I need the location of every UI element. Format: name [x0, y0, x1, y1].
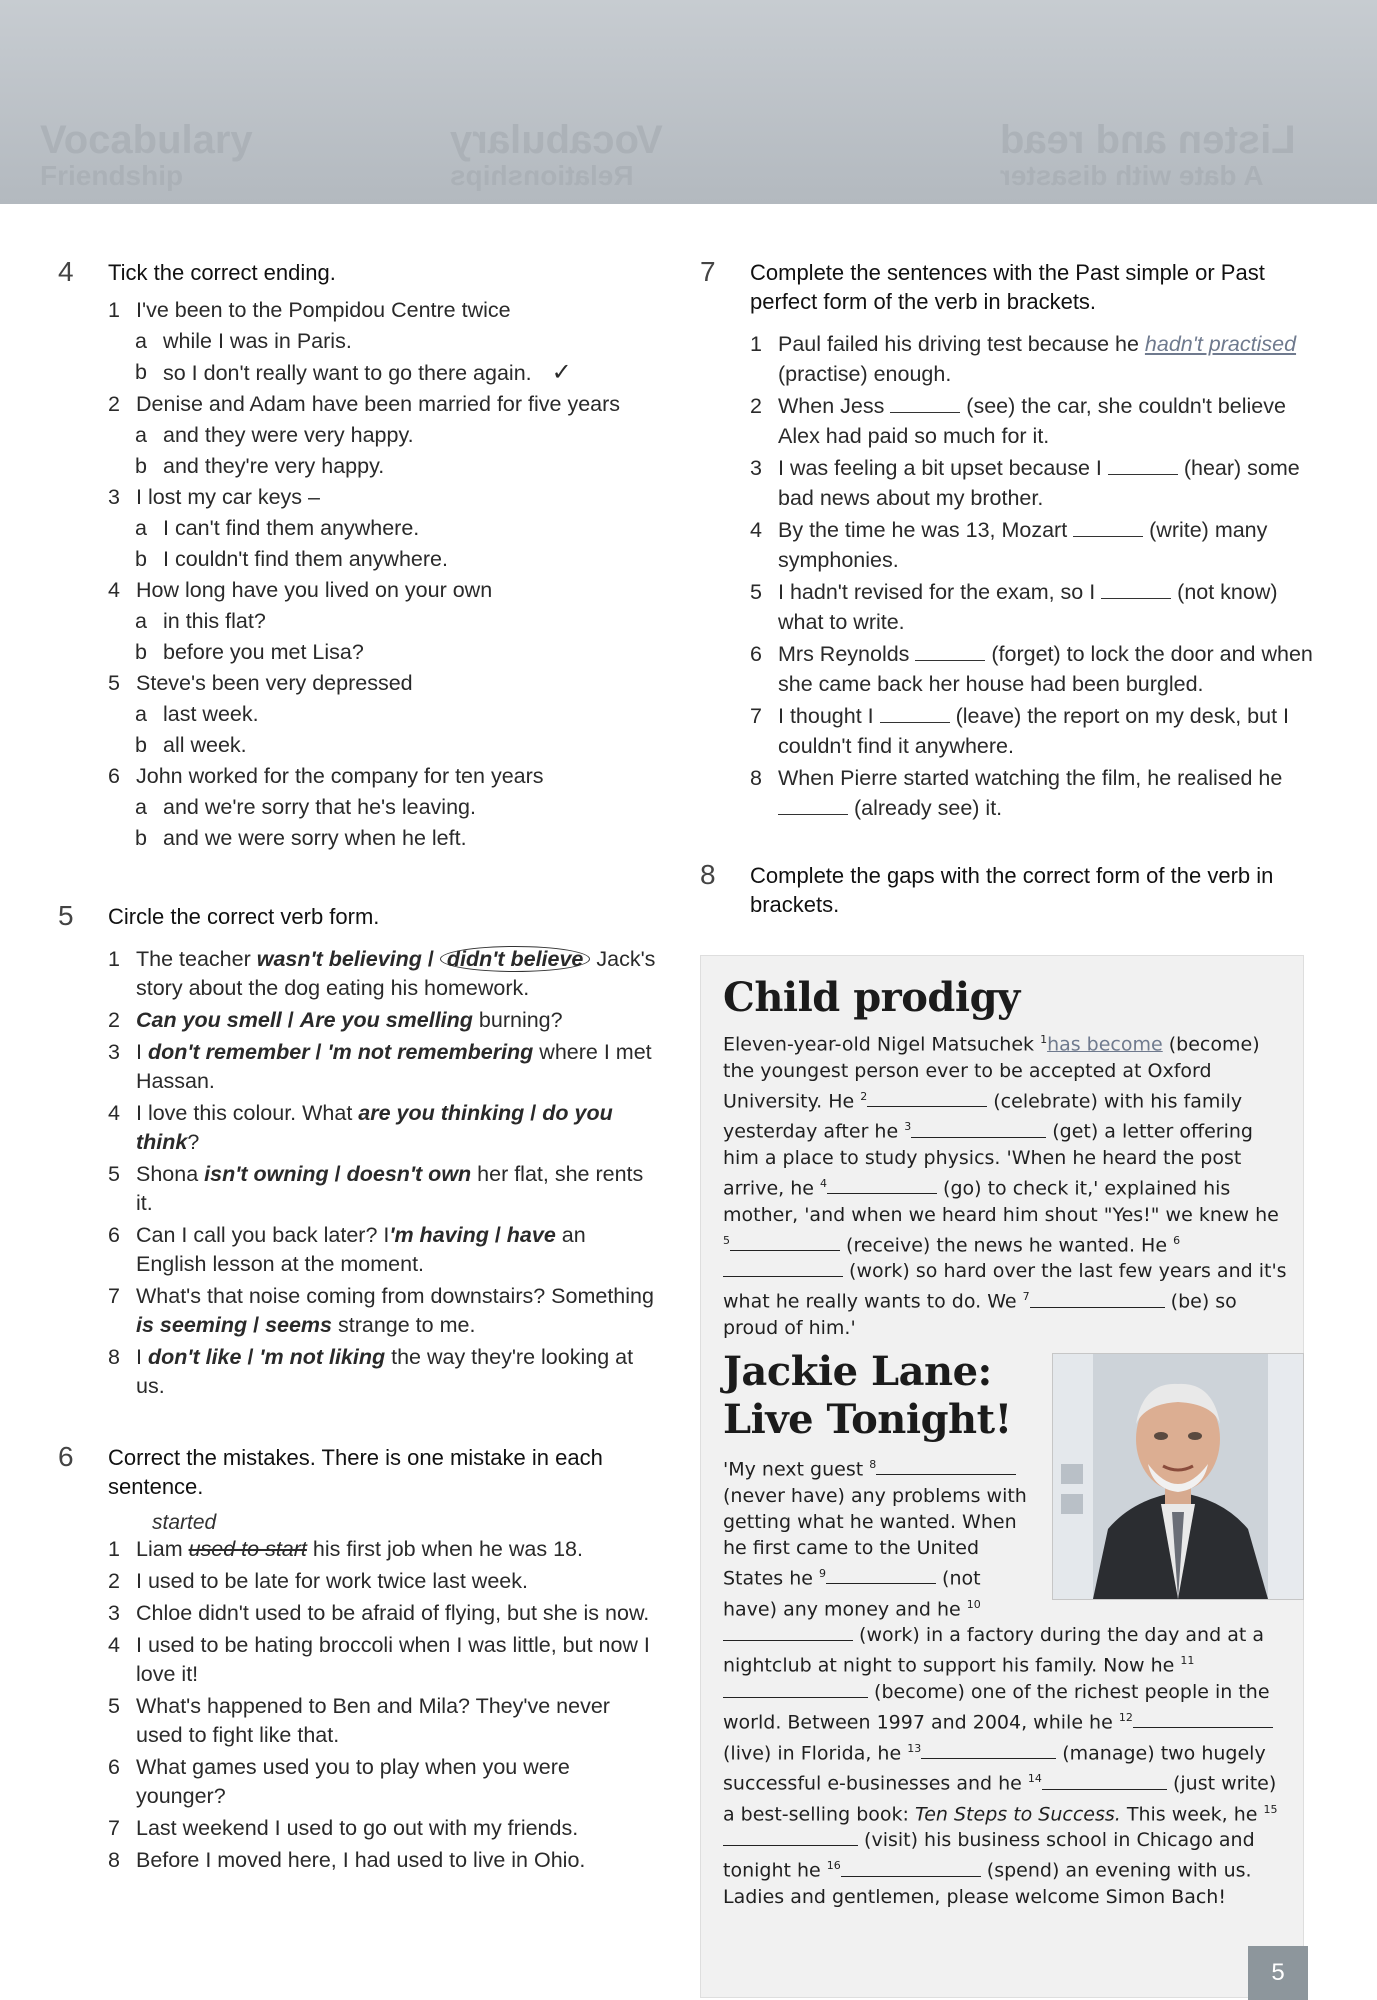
list-item — [750, 764, 1320, 823]
story-text: (be) so proud of him.' — [723, 1290, 1237, 1339]
exercise-4 — [58, 258, 658, 854]
list-item — [108, 1814, 658, 1843]
option-a — [108, 792, 658, 823]
option-text: and they were very happy. — [163, 423, 414, 447]
story-title: Live Tonight! — [723, 1396, 1012, 1443]
gap-number: 11 — [1180, 1654, 1195, 1668]
item-number: 4 — [108, 578, 120, 602]
item-number: 2 — [108, 392, 120, 416]
item-number: 4 — [750, 518, 762, 542]
answer-blank[interactable] — [841, 1859, 981, 1877]
answer-blank[interactable] — [1108, 455, 1178, 475]
struck-out-text: used to start — [188, 1537, 307, 1561]
answer-blank[interactable] — [890, 393, 960, 413]
answer-blank[interactable] — [723, 1680, 868, 1698]
story-text: This week, he — [1120, 1803, 1264, 1826]
item-text: Last weekend I used to go out with my friends. — [136, 1816, 579, 1840]
item-text: Chloe didn't used to be afraid of flying, but she is now. — [136, 1601, 650, 1625]
verb-option-2: doesn't own — [346, 1162, 472, 1186]
exercise-title: Complete the sentences with the Past simple or Past perfect form of the verb in brackets. — [750, 260, 1265, 314]
story-text: (receive) the news he wanted. He — [840, 1234, 1174, 1257]
option-a — [108, 606, 658, 637]
item-number: 5 — [108, 671, 120, 695]
check-icon: ✓ — [551, 359, 572, 386]
item-text: The teacher — [136, 947, 257, 971]
item-text: (already see) it. — [848, 795, 1003, 820]
story-child-prodigy — [723, 974, 1288, 1341]
item-text: Liam — [136, 1537, 189, 1561]
item-text: What's that noise coming from downstairs? Something — [136, 1284, 654, 1308]
gap-number: 6 — [1173, 1233, 1181, 1247]
option-a — [108, 513, 658, 544]
item-text: Mrs Reynolds — [778, 642, 916, 666]
item-number: 2 — [108, 1569, 120, 1593]
guest-photo — [1052, 1353, 1304, 1600]
item-number: 8 — [108, 1345, 120, 1369]
verb-option-2: seems — [265, 1313, 333, 1337]
item-text: Jack's story about the dog eating his homework. — [136, 947, 656, 1000]
list-item — [750, 516, 1320, 575]
ghost-subheading: Friendship — [40, 160, 184, 191]
option-text: so I don't really want to go there again. — [163, 361, 532, 385]
gap-number: 2 — [860, 1089, 868, 1103]
verb-option-1: isn't owning — [204, 1162, 329, 1186]
item-text: I — [136, 1345, 148, 1369]
item-number: 3 — [108, 1601, 120, 1625]
option-text: before you met Lisa? — [163, 640, 364, 664]
gap-number: 1 — [1040, 1033, 1048, 1046]
story-title: Jackie Lane: — [723, 1348, 992, 1395]
verb-option-2: 'm not liking — [259, 1345, 386, 1369]
item-text: strange to me. — [332, 1313, 476, 1337]
verb-option-2: 'm not remembering — [327, 1040, 534, 1064]
option-b — [108, 451, 658, 482]
answer-blank[interactable] — [867, 1089, 987, 1107]
item-number: 5 — [108, 1162, 120, 1186]
option-b — [108, 357, 658, 389]
story-text: (become) the youngest person ever to be accepted at Oxford University. He — [723, 1033, 1260, 1113]
verb-option-1: are you thinking — [358, 1101, 525, 1125]
item-text: the way they're looking at us. — [136, 1345, 634, 1398]
list-item — [108, 1006, 658, 1035]
option-a — [108, 420, 658, 451]
item-text: (hear) some bad news about my brother. — [778, 456, 1300, 510]
answer-blank[interactable] — [921, 1741, 1056, 1759]
list-item — [108, 1221, 658, 1279]
handwritten-answer: hadn't practised — [1144, 332, 1297, 356]
item-text: What games used you to play when you were younger? — [136, 1755, 570, 1808]
answer-blank[interactable] — [876, 1457, 1016, 1475]
list-item — [108, 1692, 658, 1750]
gap-number: 5 — [723, 1233, 730, 1247]
answer-blank[interactable] — [911, 1120, 1046, 1138]
story-text: (not have) any money and he — [723, 1567, 981, 1620]
handwritten-answer: has become — [1047, 1033, 1163, 1056]
story-text: (just write) a best-selling book: — [723, 1772, 1277, 1826]
option-letter: a — [135, 795, 147, 819]
option-text: I couldn't find them anywhere. — [163, 547, 448, 571]
answer-blank[interactable] — [723, 1623, 853, 1641]
story-text: (spend) an evening with us. Ladies and gentlemen, please welcome Simon Bach! — [723, 1859, 1252, 1908]
item-number: 1 — [108, 1537, 120, 1561]
list-item — [108, 1846, 658, 1875]
exercise-5 — [58, 902, 658, 1401]
item-number: 6 — [750, 642, 762, 666]
list-item — [108, 1343, 658, 1401]
item-number: 7 — [108, 1284, 120, 1308]
item-number: 2 — [108, 1008, 120, 1032]
verb-option-2: have — [506, 1223, 556, 1247]
answer-blank[interactable] — [915, 641, 985, 661]
item-text: Steve's been very depressed — [136, 671, 413, 695]
option-separator: / — [488, 1223, 507, 1247]
item-text: I've been to the Pompidou Centre twice — [136, 298, 511, 322]
exercise-number: 5 — [58, 900, 74, 931]
item-number: 8 — [108, 1848, 120, 1872]
item-text: Denise and Adam have been married for five years — [136, 392, 621, 416]
answer-blank[interactable] — [880, 703, 950, 723]
option-letter: a — [135, 516, 147, 540]
exercise-8 — [700, 861, 1320, 919]
right-column — [700, 258, 1320, 927]
item-text: (see) the car, she couldn't believe Alex had paid so much for it. — [778, 394, 1286, 448]
item-text: her flat, she rents it. — [136, 1162, 644, 1215]
option-text: I can't find them anywhere. — [163, 516, 420, 540]
item-text: burning? — [472, 1008, 563, 1032]
list-item — [750, 454, 1320, 513]
option-text: all week. — [163, 733, 247, 757]
option-text: and we were sorry when he left. — [163, 826, 467, 850]
story-text: (manage) two hugely successful e-businesses and he — [723, 1742, 1266, 1795]
answer-blank[interactable] — [1073, 517, 1143, 537]
gap-number: 15 — [1263, 1802, 1278, 1816]
list-item — [108, 1099, 658, 1157]
option-a — [108, 326, 658, 357]
option-b — [108, 637, 658, 668]
item-number: 6 — [108, 764, 120, 788]
item-text: John worked for the company for ten years — [136, 764, 544, 788]
list-item — [108, 1631, 658, 1689]
verb-option-1: don't like — [147, 1345, 242, 1369]
story-text: (become) one of the richest people in the world. Between 1997 and 2004, while he — [723, 1680, 1270, 1734]
ghost-heading-mirrored: Vocabulary — [450, 118, 663, 162]
example-item — [750, 330, 1320, 389]
gap-number: 13 — [907, 1741, 922, 1755]
option-letter: b — [135, 826, 147, 850]
item-text: I — [136, 1040, 148, 1064]
list-item — [108, 389, 658, 420]
list-item — [750, 702, 1320, 761]
item-number: 6 — [108, 1223, 120, 1247]
gap-number: 12 — [1118, 1711, 1133, 1725]
option-text: last week. — [163, 702, 259, 726]
item-text: By the time he was 13, Mozart — [778, 518, 1074, 542]
item-text: I hadn't revised for the exam, so I — [778, 580, 1102, 604]
handwritten-correction: started — [152, 1511, 217, 1534]
list-item — [108, 1753, 658, 1811]
list-item — [108, 295, 658, 326]
item-text: Shona — [136, 1162, 205, 1186]
exercise-number: 6 — [58, 1441, 74, 1472]
option-text: while I was in Paris. — [163, 329, 352, 353]
exercise-number: 7 — [700, 256, 716, 287]
item-text: (leave) the report on my desk, but I couldn't find it anywhere. — [778, 704, 1289, 758]
option-separator: / — [241, 1345, 260, 1369]
list-item — [750, 392, 1320, 451]
option-b — [108, 823, 658, 854]
story-text: 'My next guest — [723, 1458, 870, 1481]
item-text: I used to be late for work twice last week. — [136, 1569, 528, 1593]
option-a — [108, 699, 658, 730]
exercise-title: Tick the correct ending. — [108, 260, 336, 285]
item-text: Can I call you back later? I — [136, 1223, 390, 1247]
story-text: (visit) his business school in Chicago and tonight he — [723, 1829, 1255, 1882]
answer-blank[interactable] — [1101, 579, 1171, 599]
verb-option-1: 'm having — [389, 1223, 489, 1247]
list-item — [108, 945, 658, 1003]
item-text: I was feeling a bit upset because I — [778, 456, 1108, 480]
gap-number: 10 — [966, 1597, 981, 1611]
option-separator: / — [309, 1040, 328, 1064]
page-number: 5 — [1248, 1946, 1308, 2000]
option-separator: / — [524, 1101, 543, 1125]
story-text: (celebrate) with his family yesterday after he — [723, 1090, 1243, 1143]
item-text: where I met Hassan. — [136, 1040, 652, 1093]
option-separator: / — [328, 1162, 347, 1186]
option-letter: b — [135, 547, 147, 571]
option-separator: / — [247, 1313, 266, 1337]
story-text: (work) in a factory during the day and at a nightclub at night to support his family. Now he — [723, 1624, 1264, 1677]
list-item — [108, 575, 658, 606]
item-number: 6 — [108, 1755, 120, 1779]
story-text: (go) to check it,' explained his mother, 'and when we heard him shout "Yes!" we knew he — [723, 1177, 1279, 1226]
item-text: I love this colour. What — [136, 1101, 359, 1125]
list-item — [108, 761, 658, 792]
item-text: When Pierre started watching the film, he realised he — [778, 766, 1283, 790]
example-item — [108, 1511, 658, 1564]
answer-blank[interactable] — [1042, 1771, 1167, 1789]
item-number: 8 — [750, 766, 762, 790]
list-item — [108, 1599, 658, 1628]
item-number: 1 — [108, 298, 120, 322]
exercise-7 — [700, 258, 1320, 823]
option-text: in this flat? — [163, 609, 266, 633]
option-letter: a — [135, 702, 147, 726]
answer-blank[interactable] — [1030, 1290, 1165, 1308]
list-item — [108, 1567, 658, 1596]
gap-number: 4 — [820, 1177, 827, 1190]
item-text: What's happened to Ben and Mila? They've never used to fight like that. — [136, 1694, 610, 1747]
verb-option-1: Can you smell — [136, 1008, 282, 1032]
list-item — [750, 640, 1320, 699]
verb-option-1: is seeming — [136, 1313, 248, 1337]
item-text: How long have you lived on your own — [136, 578, 493, 602]
ghost-subheading-mirrored: Relationships — [450, 160, 634, 191]
item-number: 1 — [108, 947, 120, 971]
exercise-title: Correct the mistakes. There is one mistake in each sentence. — [108, 1445, 603, 1499]
gap-number: 14 — [1027, 1772, 1042, 1786]
item-number: 5 — [108, 1694, 120, 1718]
story-text: (live) in Florida, he — [723, 1742, 908, 1764]
answer-blank[interactable] — [1133, 1710, 1273, 1728]
option-letter: b — [135, 360, 147, 384]
verb-option-2-circled: didn't believe — [440, 946, 591, 972]
option-letter: a — [135, 329, 147, 353]
item-text: an English lesson at the moment. — [136, 1223, 586, 1276]
verb-option-1: wasn't believing — [256, 947, 422, 971]
story-text: (work) so hard over the last few years and it's what he really wants to do. We — [723, 1260, 1287, 1313]
list-item — [750, 578, 1320, 637]
item-number: 3 — [108, 485, 120, 509]
item-text: I thought I — [778, 704, 880, 728]
gap-number: 16 — [826, 1859, 841, 1873]
item-number: 4 — [108, 1101, 120, 1125]
story-title: Child prodigy — [723, 974, 1020, 1021]
item-number: 3 — [750, 456, 762, 480]
exercise-title: Circle the correct verb form. — [108, 904, 380, 929]
option-b — [108, 544, 658, 575]
ghost-subheading-mirrored: A date with disaster — [1000, 160, 1264, 191]
list-item — [108, 1160, 658, 1218]
answer-blank[interactable] — [730, 1233, 840, 1251]
item-number: 7 — [108, 1816, 120, 1840]
answer-blank[interactable] — [723, 1259, 843, 1277]
item-number: 2 — [750, 394, 762, 418]
exercise-6 — [58, 1443, 658, 1875]
item-text: Before I moved here, I had used to live in Ohio. — [136, 1848, 586, 1872]
ghost-heading: Vocabulary — [40, 118, 253, 162]
gap-number: 3 — [904, 1120, 912, 1134]
item-text: (forget) to lock the door and when she came back her house had been burgled. — [778, 642, 1313, 696]
option-letter: b — [135, 454, 147, 478]
item-text: (practise) enough. — [778, 361, 952, 386]
list-item — [108, 668, 658, 699]
story-text: (never have) any problems with getting what he wanted. When he first came to the United States he — [723, 1484, 1027, 1590]
option-letter: b — [135, 733, 147, 757]
item-text: his first job when he was 18. — [306, 1537, 583, 1561]
answer-blank[interactable] — [723, 1828, 858, 1846]
verb-option-2: Are you smelling — [299, 1008, 473, 1032]
list-item — [108, 482, 658, 513]
exercise-title: Complete the gaps with the correct form of the verb in brackets. — [750, 863, 1274, 917]
option-letter: b — [135, 640, 147, 664]
list-item — [108, 1038, 658, 1096]
option-text: and they're very happy. — [163, 454, 385, 478]
option-text: and we're sorry that he's leaving. — [163, 795, 476, 819]
gap-number: 7 — [1022, 1290, 1030, 1304]
gap-number: 9 — [819, 1567, 827, 1581]
exercise-number: 4 — [58, 256, 74, 287]
answer-blank[interactable] — [827, 1176, 937, 1194]
option-separator: / — [421, 947, 440, 971]
answer-blank[interactable] — [778, 794, 848, 814]
option-b — [108, 730, 658, 761]
item-number: 5 — [750, 580, 762, 604]
gap-number: 8 — [869, 1458, 877, 1471]
left-column — [58, 258, 658, 1878]
item-text: I used to be hating broccoli when I was little, but now I love it! — [136, 1633, 650, 1686]
answer-blank[interactable] — [826, 1566, 936, 1584]
book-title: Ten Steps to Success. — [914, 1803, 1121, 1826]
ghost-heading-mirrored: Listen and read — [1000, 118, 1296, 162]
verb-option-2: do you think — [136, 1101, 613, 1154]
header-band — [0, 0, 1377, 204]
item-text: When Jess — [778, 394, 891, 418]
verb-option-1: don't remember — [147, 1040, 310, 1064]
story-text: (get) a letter offering him a place to study physics. 'When he heard the post arrive, he — [723, 1120, 1253, 1200]
exercise-number: 8 — [700, 859, 716, 890]
option-letter: a — [135, 423, 147, 447]
item-number: 7 — [750, 704, 762, 728]
item-text: Paul failed his driving test because he — [778, 332, 1145, 356]
item-text: ? — [187, 1130, 200, 1154]
man-in-suit-illustration — [1053, 1354, 1303, 1599]
option-letter: a — [135, 609, 147, 633]
story-text: Eleven-year-old Nigel Matsuchek — [723, 1033, 1041, 1056]
item-text: (write) many symphonies. — [778, 518, 1268, 572]
item-number: 3 — [108, 1040, 120, 1064]
item-text: I lost my car keys – — [136, 485, 320, 509]
list-item — [108, 1282, 658, 1340]
item-text: (not know) what to write. — [778, 580, 1278, 634]
option-separator: / — [281, 1008, 300, 1032]
item-number: 4 — [108, 1633, 120, 1657]
item-number: 1 — [750, 332, 762, 356]
